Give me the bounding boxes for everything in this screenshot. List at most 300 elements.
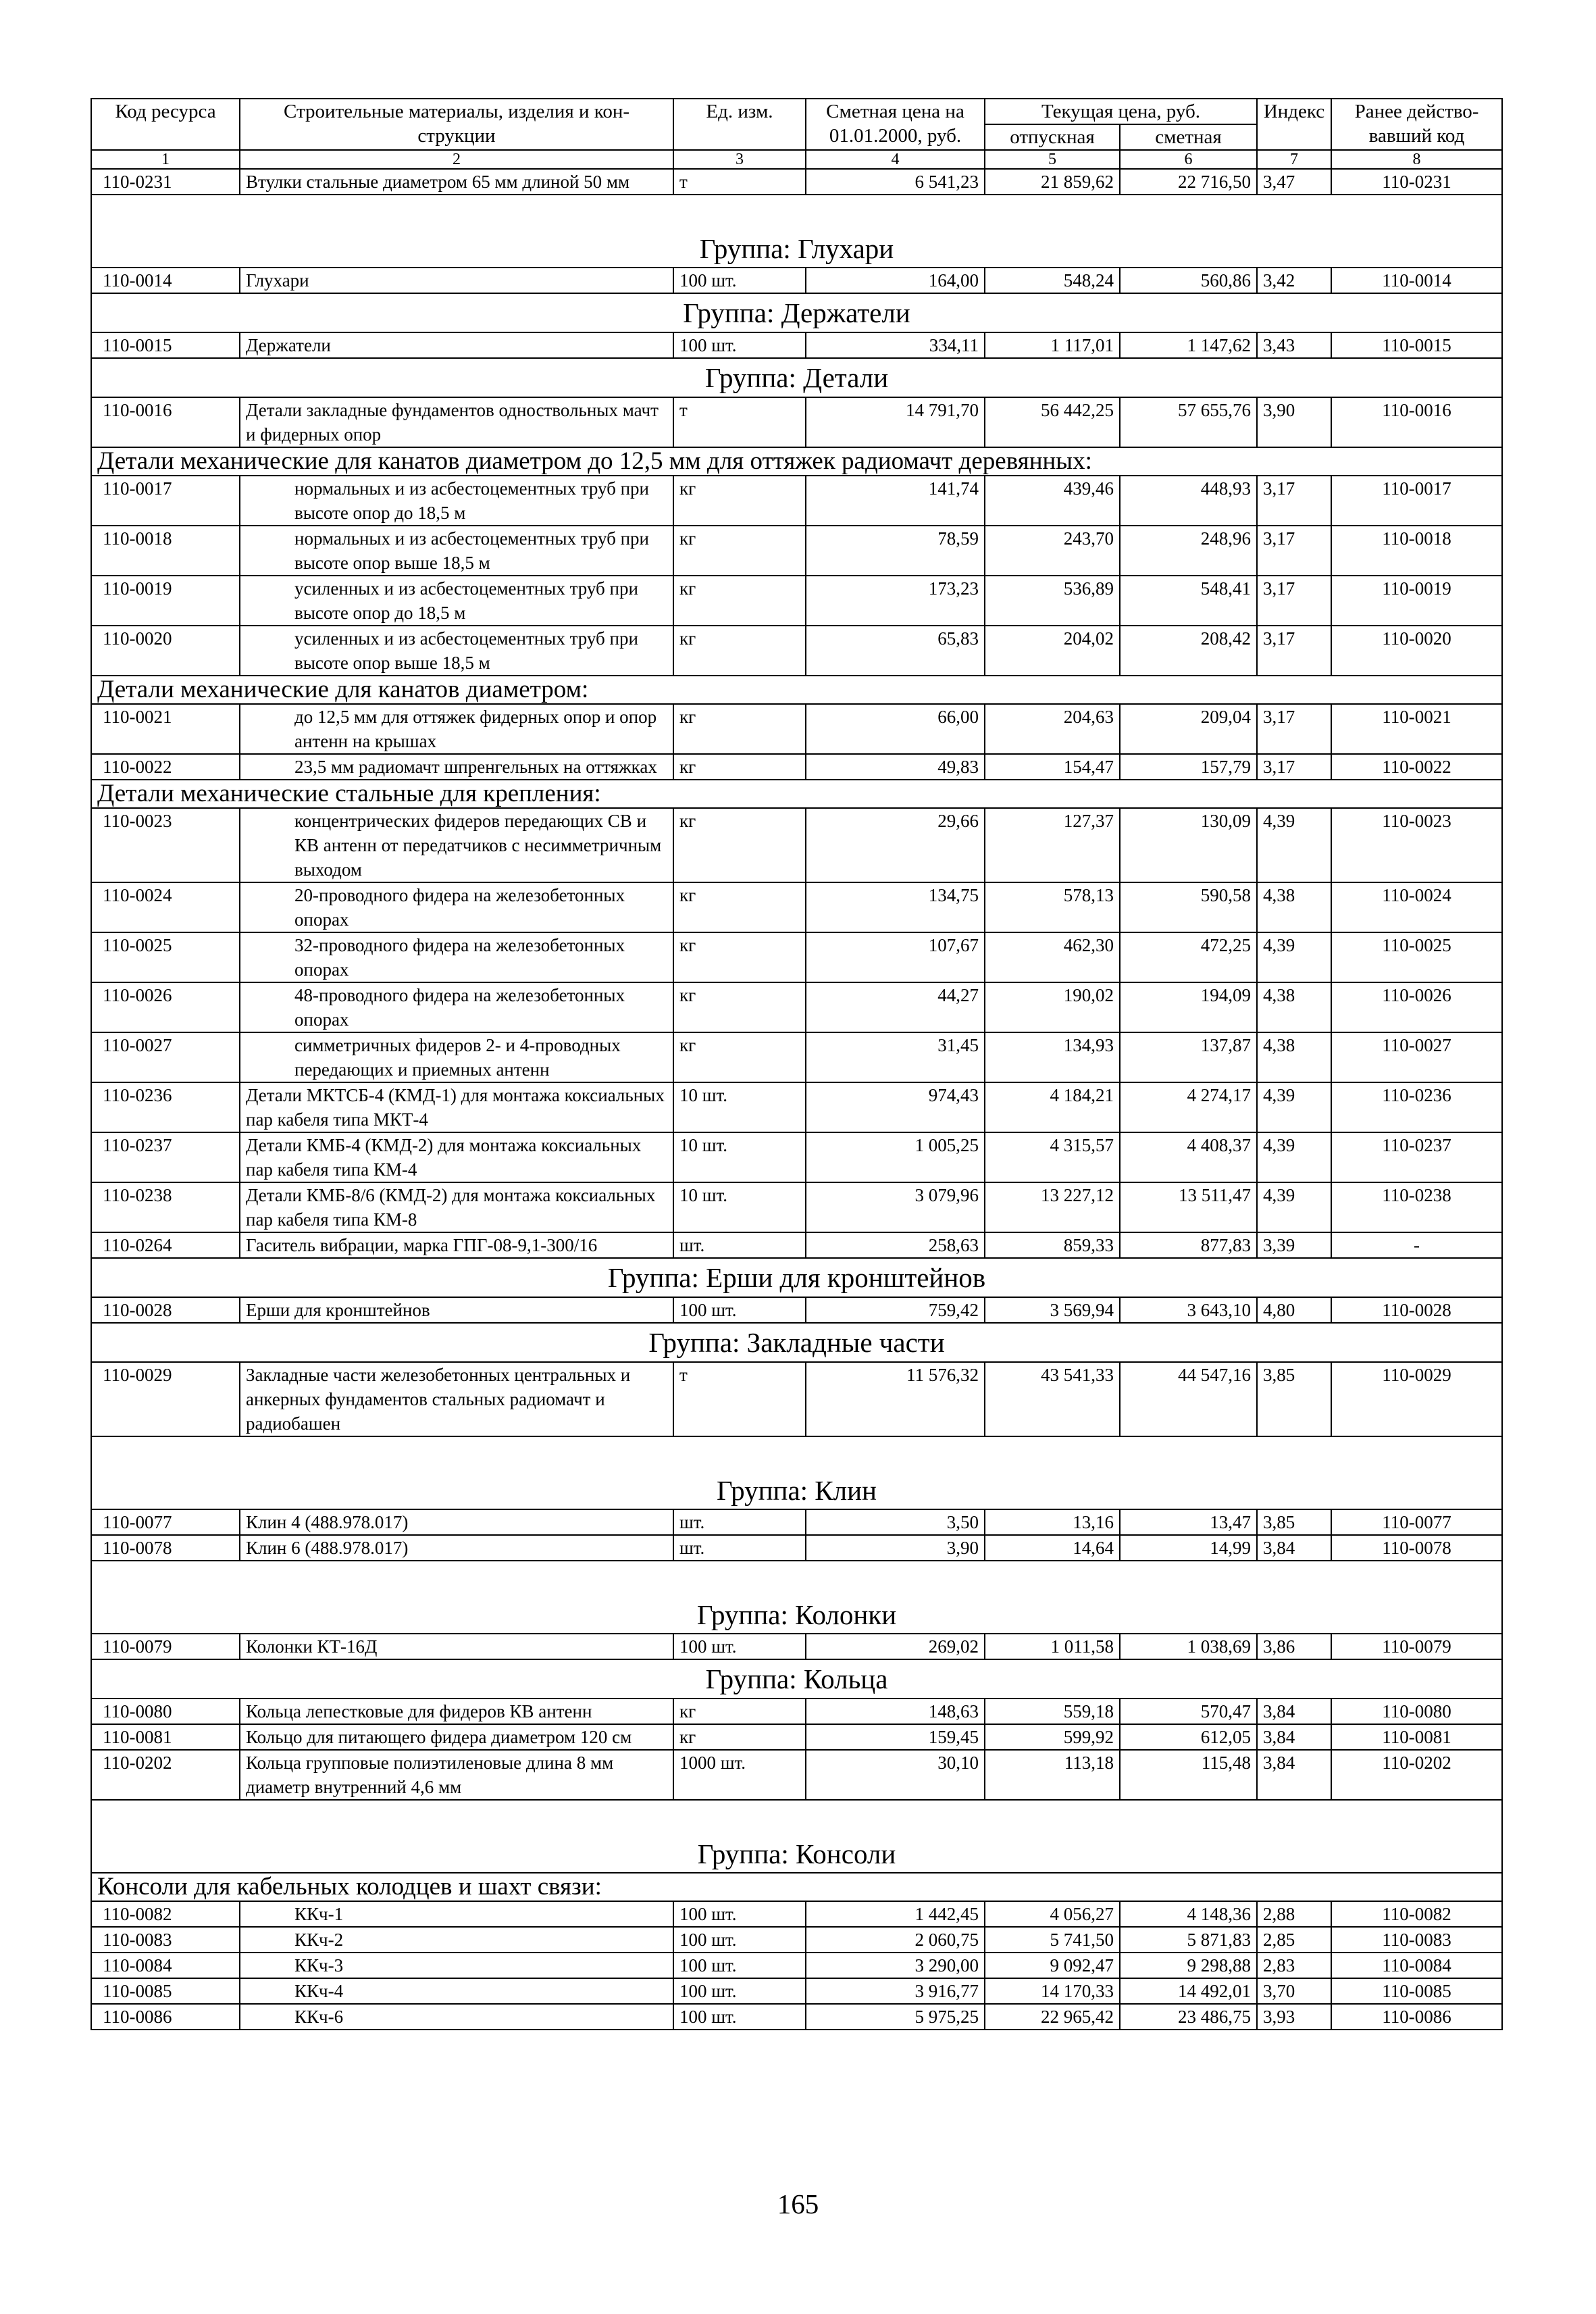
estimate-price: 9 298,88 <box>1120 1953 1257 1978</box>
estimate-price: 13,47 <box>1120 1509 1257 1535</box>
release-price: 113,18 <box>985 1750 1120 1800</box>
release-price: 154,47 <box>985 754 1120 780</box>
subgroup-heading-row <box>91 780 1502 808</box>
group-heading-row <box>91 195 1502 268</box>
base-price: 78,59 <box>806 526 985 576</box>
price-index: 4,80 <box>1257 1297 1331 1323</box>
release-price: 190,02 <box>985 982 1120 1032</box>
estimate-price: 157,79 <box>1120 754 1257 780</box>
previous-code: 110-0083 <box>1331 1927 1502 1953</box>
column-number: 8 <box>1331 150 1502 169</box>
price-index: 2,88 <box>1257 1901 1331 1927</box>
release-price: 13 227,12 <box>985 1182 1120 1232</box>
price-index: 3,42 <box>1257 268 1331 293</box>
price-index: 3,84 <box>1257 1699 1331 1724</box>
table-row <box>91 754 1502 780</box>
release-price: 9 092,47 <box>985 1953 1120 1978</box>
release-price: 559,18 <box>985 1699 1120 1724</box>
table-row <box>91 704 1502 754</box>
price-index: 3,17 <box>1257 576 1331 626</box>
unit: кг <box>673 476 806 526</box>
previous-code: 110-0016 <box>1331 397 1502 447</box>
previous-code: 110-0085 <box>1331 1978 1502 2004</box>
resource-code: 110-0026 <box>91 982 240 1032</box>
estimate-price: 877,83 <box>1120 1232 1257 1258</box>
estimate-price: 548,41 <box>1120 576 1257 626</box>
previous-code: 110-0084 <box>1331 1953 1502 1978</box>
release-price: 14,64 <box>985 1535 1120 1561</box>
base-price: 258,63 <box>806 1232 985 1258</box>
group-heading-row <box>91 1323 1502 1362</box>
unit: шт. <box>673 1232 806 1258</box>
unit: шт. <box>673 1509 806 1535</box>
resource-code: 110-0081 <box>91 1724 240 1750</box>
release-price: 5 741,50 <box>985 1927 1120 1953</box>
price-index: 3,17 <box>1257 626 1331 676</box>
previous-code: 110-0080 <box>1331 1699 1502 1724</box>
unit: т <box>673 397 806 447</box>
estimate-price: 472,25 <box>1120 932 1257 982</box>
price-index: 3,90 <box>1257 397 1331 447</box>
material-name: Кольца групповые полиэтиленовые длина 8 мм диаметр внутренний 4,6 мм <box>240 1750 673 1800</box>
unit: кг <box>673 576 806 626</box>
table-body <box>91 169 1502 2030</box>
release-price: 3 569,94 <box>985 1297 1120 1323</box>
resource-code: 110-0080 <box>91 1699 240 1724</box>
group-heading-row <box>91 1659 1502 1699</box>
resource-code: 110-0084 <box>91 1953 240 1978</box>
material-name: Кольца лепестковые для фидеров КВ антенн <box>240 1699 673 1724</box>
table-header-row <box>91 99 1502 124</box>
previous-code: 110-0022 <box>1331 754 1502 780</box>
base-price: 2 060,75 <box>806 1927 985 1953</box>
price-index: 2,83 <box>1257 1953 1331 1978</box>
base-price: 14 791,70 <box>806 397 985 447</box>
release-price: 462,30 <box>985 932 1120 982</box>
material-name: Клин 4 (488.978.017) <box>240 1509 673 1535</box>
base-price: 164,00 <box>806 268 985 293</box>
price-index: 3,85 <box>1257 1362 1331 1436</box>
material-name: ККч-4 <box>240 1978 673 2004</box>
column-number: 4 <box>806 150 985 169</box>
base-price: 3,90 <box>806 1535 985 1561</box>
material-name: Детали КМБ-8/6 (КМД-2) для монтажа коксиальных пар кабеля типа КМ-8 <box>240 1182 673 1232</box>
table-row <box>91 1362 1502 1436</box>
base-price: 3 916,77 <box>806 1978 985 2004</box>
column-number-row <box>91 150 1502 169</box>
material-name: ККч-6 <box>240 2004 673 2030</box>
previous-code: 110-0078 <box>1331 1535 1502 1561</box>
base-price: 148,63 <box>806 1699 985 1724</box>
base-price: 134,75 <box>806 882 985 932</box>
group-title: Группа: Держатели <box>91 293 1502 332</box>
unit: 100 шт. <box>673 1297 806 1323</box>
base-price: 759,42 <box>806 1297 985 1323</box>
table-row <box>91 1953 1502 1978</box>
estimate-price: 44 547,16 <box>1120 1362 1257 1436</box>
estimate-price: 4 148,36 <box>1120 1901 1257 1927</box>
group-title: Группа: Колонки <box>91 1561 1502 1634</box>
material-name: 23,5 мм радиомачт шпренгельных на оттяжках <box>240 754 673 780</box>
base-price: 141,74 <box>806 476 985 526</box>
resource-code: 110-0020 <box>91 626 240 676</box>
previous-code: 110-0236 <box>1331 1082 1502 1132</box>
column-number: 2 <box>240 150 673 169</box>
column-number: 5 <box>985 150 1120 169</box>
previous-code: 110-0086 <box>1331 2004 1502 2030</box>
group-heading-row <box>91 1561 1502 1634</box>
group-heading-row <box>91 1800 1502 1873</box>
unit: 100 шт. <box>673 1634 806 1659</box>
header-estimate-price: сметная <box>1120 124 1257 150</box>
estimate-price: 130,09 <box>1120 808 1257 882</box>
material-name: до 12,5 мм для оттяжек фидерных опор и опор антенн на крышах <box>240 704 673 754</box>
previous-code: 110-0023 <box>1331 808 1502 882</box>
material-name: ККч-2 <box>240 1927 673 1953</box>
resource-code: 110-0231 <box>91 169 240 195</box>
material-name: Держатели <box>240 332 673 358</box>
resource-code: 110-0024 <box>91 882 240 932</box>
material-name: усиленных и из асбестоцементных труб при высоте опор до 18,5 м <box>240 576 673 626</box>
estimate-price: 1 147,62 <box>1120 332 1257 358</box>
subgroup-heading-row <box>91 447 1502 476</box>
table-row <box>91 332 1502 358</box>
release-price: 243,70 <box>985 526 1120 576</box>
release-price: 22 965,42 <box>985 2004 1120 2030</box>
previous-code: 110-0020 <box>1331 626 1502 676</box>
release-price: 4 056,27 <box>985 1901 1120 1927</box>
base-price: 66,00 <box>806 704 985 754</box>
previous-code: 110-0237 <box>1331 1132 1502 1182</box>
group-title: Группа: Закладные части <box>91 1323 1502 1362</box>
unit: кг <box>673 1724 806 1750</box>
estimate-price: 23 486,75 <box>1120 2004 1257 2030</box>
table-row <box>91 1297 1502 1323</box>
price-index: 4,39 <box>1257 808 1331 882</box>
previous-code: 110-0081 <box>1331 1724 1502 1750</box>
estimate-price: 248,96 <box>1120 526 1257 576</box>
resource-code: 110-0029 <box>91 1362 240 1436</box>
previous-code: 110-0018 <box>1331 526 1502 576</box>
estimate-price: 194,09 <box>1120 982 1257 1032</box>
price-index: 3,39 <box>1257 1232 1331 1258</box>
release-price: 439,46 <box>985 476 1120 526</box>
unit: шт. <box>673 1535 806 1561</box>
resource-code: 110-0027 <box>91 1032 240 1082</box>
column-number: 3 <box>673 150 806 169</box>
price-index: 3,17 <box>1257 704 1331 754</box>
table-row <box>91 1032 1502 1082</box>
unit: кг <box>673 526 806 576</box>
table-row <box>91 1132 1502 1182</box>
unit: 100 шт. <box>673 268 806 293</box>
resource-code: 110-0014 <box>91 268 240 293</box>
material-name: нормальных и из асбестоцементных труб при высоте опор до 18,5 м <box>240 476 673 526</box>
base-price: 6 541,23 <box>806 169 985 195</box>
base-price: 269,02 <box>806 1634 985 1659</box>
price-index: 4,39 <box>1257 1082 1331 1132</box>
resource-code: 110-0016 <box>91 397 240 447</box>
unit: 100 шт. <box>673 2004 806 2030</box>
material-name: усиленных и из асбестоцементных труб при высоте опор выше 18,5 м <box>240 626 673 676</box>
resource-code: 110-0078 <box>91 1535 240 1561</box>
table-row <box>91 882 1502 932</box>
estimate-price: 1 038,69 <box>1120 1634 1257 1659</box>
price-index: 4,39 <box>1257 1182 1331 1232</box>
resource-code: 110-0202 <box>91 1750 240 1800</box>
table-row <box>91 1182 1502 1232</box>
price-index: 3,84 <box>1257 1750 1331 1800</box>
unit: кг <box>673 882 806 932</box>
unit: кг <box>673 1032 806 1082</box>
previous-code: 110-0028 <box>1331 1297 1502 1323</box>
base-price: 11 576,32 <box>806 1362 985 1436</box>
price-index: 2,85 <box>1257 1927 1331 1953</box>
previous-code: 110-0021 <box>1331 704 1502 754</box>
group-title: Группа: Ерши для кронштейнов <box>91 1258 1502 1297</box>
material-name: Глухари <box>240 268 673 293</box>
release-price: 1 011,58 <box>985 1634 1120 1659</box>
unit: кг <box>673 1699 806 1724</box>
unit: 10 шт. <box>673 1182 806 1232</box>
unit: кг <box>673 626 806 676</box>
unit: т <box>673 169 806 195</box>
table-row <box>91 1699 1502 1724</box>
subgroup-heading-row <box>91 1873 1502 1901</box>
base-price: 65,83 <box>806 626 985 676</box>
previous-code: 110-0019 <box>1331 576 1502 626</box>
table-row <box>91 1927 1502 1953</box>
price-index: 3,84 <box>1257 1535 1331 1561</box>
table-row <box>91 526 1502 576</box>
group-heading-row <box>91 293 1502 332</box>
resource-code: 110-0019 <box>91 576 240 626</box>
unit: кг <box>673 982 806 1032</box>
header-release-price: отпускная <box>985 124 1120 150</box>
release-price: 134,93 <box>985 1032 1120 1082</box>
resource-code: 110-0023 <box>91 808 240 882</box>
resource-code: 110-0082 <box>91 1901 240 1927</box>
resource-code: 110-0017 <box>91 476 240 526</box>
material-name: симметричных фидеров 2- и 4-проводных передающих и приемных антенн <box>240 1032 673 1082</box>
base-price: 173,23 <box>806 576 985 626</box>
previous-code: 110-0027 <box>1331 1032 1502 1082</box>
material-name: Кольцо для питающего фидера диаметром 120 см <box>240 1724 673 1750</box>
table-row <box>91 268 1502 293</box>
estimate-price: 209,04 <box>1120 704 1257 754</box>
release-price: 548,24 <box>985 268 1120 293</box>
table-row <box>91 2004 1502 2030</box>
price-index: 3,93 <box>1257 2004 1331 2030</box>
header-previous-code: Ранее действо-вавший код <box>1331 99 1502 150</box>
base-price: 31,45 <box>806 1032 985 1082</box>
release-price: 21 859,62 <box>985 169 1120 195</box>
base-price: 3 290,00 <box>806 1953 985 1978</box>
resource-code: 110-0236 <box>91 1082 240 1132</box>
base-price: 107,67 <box>806 932 985 982</box>
previous-code: 110-0017 <box>1331 476 1502 526</box>
table-row <box>91 1978 1502 2004</box>
release-price: 43 541,33 <box>985 1362 1120 1436</box>
price-index: 3,86 <box>1257 1634 1331 1659</box>
base-price: 159,45 <box>806 1724 985 1750</box>
release-price: 14 170,33 <box>985 1978 1120 2004</box>
estimate-price: 137,87 <box>1120 1032 1257 1082</box>
resource-code: 110-0237 <box>91 1132 240 1182</box>
material-name: Втулки стальные диаметром 65 мм длиной 50 мм <box>240 169 673 195</box>
estimate-price: 13 511,47 <box>1120 1182 1257 1232</box>
release-price: 204,63 <box>985 704 1120 754</box>
estimate-price: 448,93 <box>1120 476 1257 526</box>
base-price: 49,83 <box>806 754 985 780</box>
material-name: нормальных и из асбестоцементных труб при высоте опор выше 18,5 м <box>240 526 673 576</box>
table-row <box>91 1509 1502 1535</box>
material-name: 20-проводного фидера на железобетонных опорах <box>240 882 673 932</box>
resource-code: 110-0021 <box>91 704 240 754</box>
estimate-price: 14 492,01 <box>1120 1978 1257 2004</box>
release-price: 204,02 <box>985 626 1120 676</box>
price-index: 4,38 <box>1257 1032 1331 1082</box>
resource-code: 110-0083 <box>91 1927 240 1953</box>
material-name: Детали закладные фундаментов одноствольных мачт и фидерных опор <box>240 397 673 447</box>
estimate-price: 570,47 <box>1120 1699 1257 1724</box>
subgroup-title: Детали механические стальные для крепления: <box>91 780 1502 808</box>
group-title: Группа: Консоли <box>91 1800 1502 1873</box>
header-base-price: Сметная цена на 01.01.2000, руб. <box>806 99 985 150</box>
base-price: 30,10 <box>806 1750 985 1800</box>
base-price: 29,66 <box>806 808 985 882</box>
table-row <box>91 982 1502 1032</box>
estimate-price: 208,42 <box>1120 626 1257 676</box>
base-price: 5 975,25 <box>806 2004 985 2030</box>
header-index: Индекс <box>1257 99 1331 150</box>
previous-code: 110-0082 <box>1331 1901 1502 1927</box>
resource-code: 110-0018 <box>91 526 240 576</box>
base-price: 44,27 <box>806 982 985 1032</box>
page-number: 165 <box>777 2188 819 2219</box>
table-row <box>91 1724 1502 1750</box>
base-price: 3,50 <box>806 1509 985 1535</box>
group-title: Группа: Клин <box>91 1436 1502 1509</box>
unit: кг <box>673 932 806 982</box>
unit: 100 шт. <box>673 1953 806 1978</box>
table-row <box>91 808 1502 882</box>
material-name: Закладные части железобетонных центральных и анкерных фундаментов стальных радиомачт и радиобашен <box>240 1362 673 1436</box>
price-index: 3,17 <box>1257 526 1331 576</box>
column-number: 7 <box>1257 150 1331 169</box>
release-price: 13,16 <box>985 1509 1120 1535</box>
estimate-price: 590,58 <box>1120 882 1257 932</box>
estimate-price: 560,86 <box>1120 268 1257 293</box>
material-name: ККч-1 <box>240 1901 673 1927</box>
unit: кг <box>673 704 806 754</box>
release-price: 4 184,21 <box>985 1082 1120 1132</box>
resource-code: 110-0077 <box>91 1509 240 1535</box>
resource-code: 110-0015 <box>91 332 240 358</box>
price-index: 3,85 <box>1257 1509 1331 1535</box>
table-row <box>91 1634 1502 1659</box>
table-row <box>91 932 1502 982</box>
table-row <box>91 397 1502 447</box>
previous-code: 110-0238 <box>1331 1182 1502 1232</box>
material-name: Детали МКТСБ-4 (КМД-1) для монтажа коксиальных пар кабеля типа МКТ-4 <box>240 1082 673 1132</box>
material-name: Колонки КТ-16Д <box>240 1634 673 1659</box>
group-heading-row <box>91 358 1502 397</box>
table-row <box>91 476 1502 526</box>
estimate-price: 57 655,76 <box>1120 397 1257 447</box>
price-index: 3,70 <box>1257 1978 1331 2004</box>
table-row <box>91 576 1502 626</box>
release-price: 4 315,57 <box>985 1132 1120 1182</box>
header-name: Строительные материалы, изделия и кон-струкции <box>240 99 673 150</box>
unit: 100 шт. <box>673 1927 806 1953</box>
previous-code: 110-0014 <box>1331 268 1502 293</box>
estimate-price: 14,99 <box>1120 1535 1257 1561</box>
material-name: ККч-3 <box>240 1953 673 1978</box>
resource-code: 110-0264 <box>91 1232 240 1258</box>
price-index: 3,17 <box>1257 476 1331 526</box>
resource-code: 110-0022 <box>91 754 240 780</box>
price-index: 3,17 <box>1257 754 1331 780</box>
unit: 100 шт. <box>673 1901 806 1927</box>
subgroup-heading-row <box>91 676 1502 704</box>
release-price: 56 442,25 <box>985 397 1120 447</box>
resource-code: 110-0025 <box>91 932 240 982</box>
unit: 10 шт. <box>673 1132 806 1182</box>
material-name: 48-проводного фидера на железобетонных опорах <box>240 982 673 1032</box>
price-index: 4,39 <box>1257 932 1331 982</box>
base-price: 974,43 <box>806 1082 985 1132</box>
previous-code: 110-0077 <box>1331 1509 1502 1535</box>
group-title: Группа: Кольца <box>91 1659 1502 1699</box>
estimate-price: 115,48 <box>1120 1750 1257 1800</box>
material-name: концентрических фидеров передающих СВ и КВ антенн от передатчиков с несимметричным выходом <box>240 808 673 882</box>
material-name: 32-проводного фидера на железобетонных опорах <box>240 932 673 982</box>
previous-code: - <box>1331 1232 1502 1258</box>
estimate-price: 5 871,83 <box>1120 1927 1257 1953</box>
price-index: 4,39 <box>1257 1132 1331 1182</box>
previous-code: 110-0202 <box>1331 1750 1502 1800</box>
base-price: 334,11 <box>806 332 985 358</box>
previous-code: 110-0026 <box>1331 982 1502 1032</box>
material-name: Клин 6 (488.978.017) <box>240 1535 673 1561</box>
table-row <box>91 1750 1502 1800</box>
table-row <box>91 1232 1502 1258</box>
estimate-price: 612,05 <box>1120 1724 1257 1750</box>
release-price: 859,33 <box>985 1232 1120 1258</box>
table-row <box>91 169 1502 195</box>
subgroup-title: Детали механические для канатов диаметром: <box>91 676 1502 704</box>
price-index: 3,43 <box>1257 332 1331 358</box>
resource-code: 110-0238 <box>91 1182 240 1232</box>
unit: т <box>673 1362 806 1436</box>
release-price: 536,89 <box>985 576 1120 626</box>
unit: 10 шт. <box>673 1082 806 1132</box>
previous-code: 110-0231 <box>1331 169 1502 195</box>
unit: 100 шт. <box>673 1978 806 2004</box>
material-name: Детали КМБ-4 (КМД-2) для монтажа коксиальных пар кабеля типа КМ-4 <box>240 1132 673 1182</box>
unit: кг <box>673 808 806 882</box>
price-index: 3,47 <box>1257 169 1331 195</box>
release-price: 1 117,01 <box>985 332 1120 358</box>
material-name: Ерши для кронштейнов <box>240 1297 673 1323</box>
material-name: Гаситель вибрации, марка ГПГ-08-9,1-300/16 <box>240 1232 673 1258</box>
header-unit: Ед. изм. <box>673 99 806 150</box>
unit: 100 шт. <box>673 332 806 358</box>
previous-code: 110-0015 <box>1331 332 1502 358</box>
column-number: 1 <box>91 150 240 169</box>
base-price: 1 005,25 <box>806 1132 985 1182</box>
